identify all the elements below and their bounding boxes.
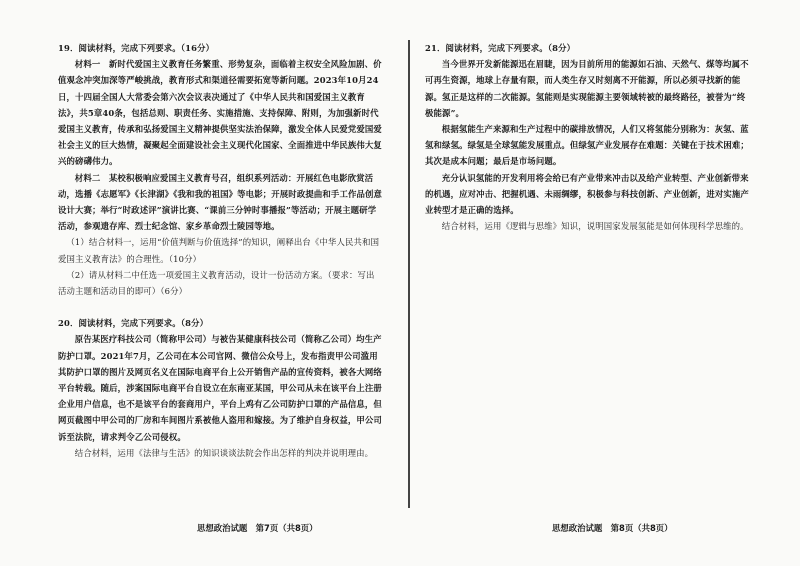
q21-paragraph-4: 结合材料，运用《逻辑与思维》知识，说明国家发展氢能是如何体现科学思维的。 [441,221,749,232]
q19-material-1: 材料一 新时代爱国主义教育任务繁重、形势复杂，面临着主权安全风险加剧、价值观念冲突加深等严峻挑战，教育形式和渠道径需要拓宽等新问题。2023年10月24日，十四届全国人大常委会第六次会议表决通过了《中华人民共和国爱国主义教育法》，共5章40条，包括总则、职责任务、实施措施、支持保障、附则，为加强新时代爱国主义教育，传承和弘扬爱国主义精神提供坚实法治保障，激发全体人民爱党爱国爱社会主义的巨大热情，凝聚起全面建设社会主义现代化国家、全面推进中华民族伟大复兴的磅礴伟力。 [58,59,382,167]
page-footer-left: 思想政治试题 第7页（共8页） [197,523,318,533]
q21-paragraph-3: 充分认识氢能的开发利用将会给已有产业带来冲击以及给产业转型、产业创新带来的机遇，应对冲击、把握机遇、未雨绸缪，积极参与科技创新、产业创新，进对实施产业转型才是正确的选择。 [425,172,749,216]
right-column [425,40,750,234]
q21-paragraph-2: 根据氢能生产来源和生产过程中的碳排放情况，人们又将氢能分别称为：灰氢、蓝氢和绿氢。绿氢是全球氢能发展重点。但绿氢产业发展存在难题：关键在于技术困难；其次是成本问题；最后是市场问题。 [425,124,749,167]
q19-header: 19．阅读材料，完成下列要求。（16分） [58,43,215,53]
q19-requirement-2: （2）请从材料二中任选一项爱国主义教育活动，设计一份活动方案。（要求：写出活动主题和活动目的即可）（6分） [58,269,375,297]
q21-header: 21．阅读材料，完成下列要求。（8分） [425,43,576,53]
q21-paragraph-1: 当今世界开发新能源迅在眉睫，因为目前所用的能源如石油、天然气、煤等均属不可再生资源，地球上存量有限，而人类生存又时刻离不开能源，所以必须寻找新的能源。氢正是这样的二次能源。氢能则是实现能源主要领域转被的最终路径，被誉为“终极能源”。 [425,59,749,118]
q19-material-2: 材料二 某校积极响应爱国主义教育号召，组织系列活动：开展红色电影欣赏活动，选播《志愿军》《长津湖》《我和我的祖国》等电影；开展时政提曲和手工作品创意设计大赛；举行“时政述评”演讲比赛、“课前三分钟时事播报”等活动；开展主题研学活动，参观遗存库、烈士纪念馆、家乡革命烈士陵园等地。 [58,172,383,232]
q20-header: 20．阅读材料，完成下列要求。（8分） [58,318,209,329]
page-footer-right: 思想政治试题 第8页（共8页） [552,523,673,533]
left-column [58,40,383,461]
column-divider [408,40,410,508]
q19-requirement-1: （1）结合材料一，运用“价值判断与价值选择”的知识，阐释出台《中华人民共和国爱国主义教育法》的合理性。（10分） [58,237,380,264]
spacer [58,299,383,315]
q20-paragraph-2: 结合材料，运用《法律与生活》的知识谈谈法院会作出怎样的判决并说明理由。 [74,447,374,458]
q20-paragraph-1: 原告某医疗科技公司（简称甲公司）与被告某健康科技公司（简称乙公司）均生产防护口罩。2021年7月，乙公司在本公司官网、微信公众号上，发布指责甲公司滥用其防护口罩的图片及网页名义在国际电商平台上公开销售产品的宣传资料，被各大网络平台转载。随后，涉案国际电商平台自设立在东南亚某国，甲公司从未在该平台上注册企业用户信息，也不是该平台的套商用户，平台上鸡有乙公司防护口罩的产品信息，但网页截图中甲公司的厂房和车间图片系被他人盗用和嫁接。为了维护自身权益，甲公司诉至法院，请求判令乙公司侵权。 [58,334,382,442]
